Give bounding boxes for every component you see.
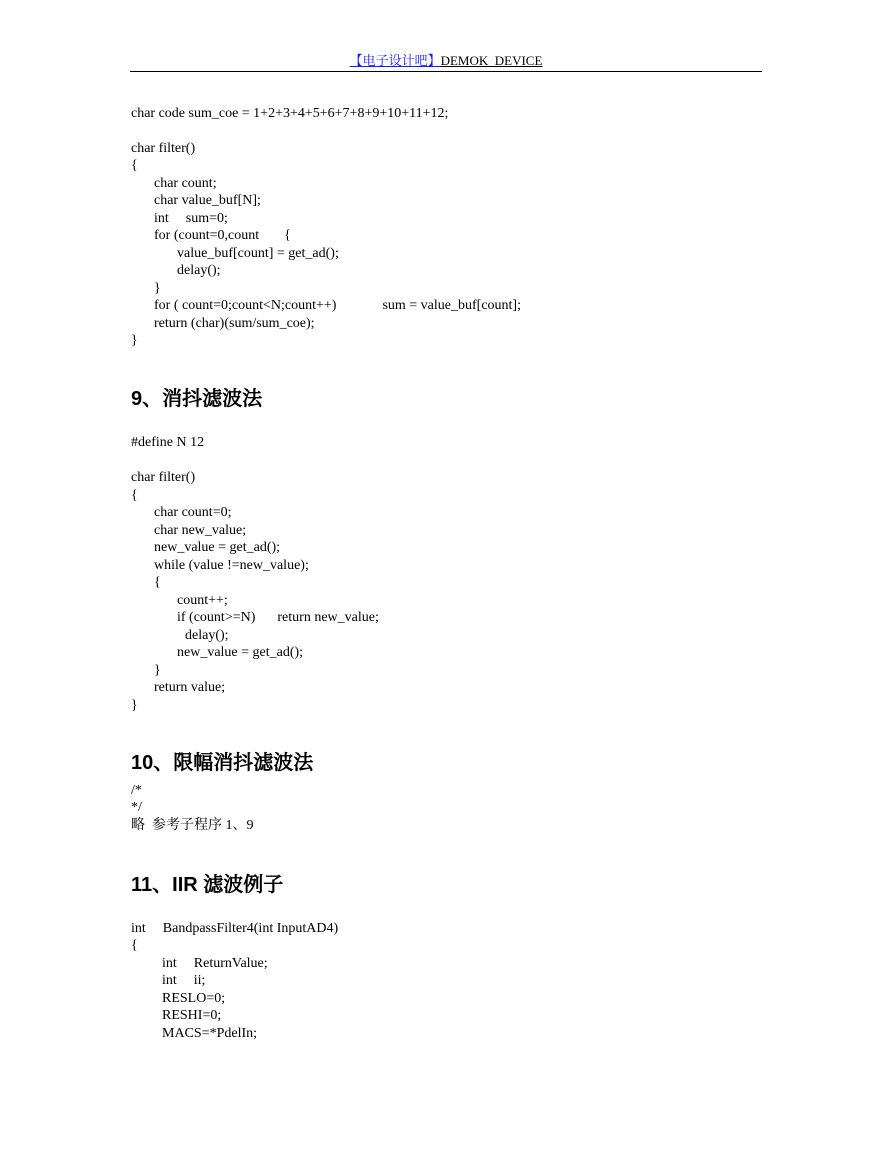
- code-line: new_value = get_ad();: [177, 645, 304, 660]
- code-line: /*: [131, 783, 142, 798]
- code-token: int: [131, 921, 146, 936]
- code-line: delay();: [185, 628, 229, 643]
- code-line: RESHI=0;: [162, 1008, 222, 1023]
- code-token: sum=0;: [185, 211, 228, 226]
- code-line: }: [154, 663, 161, 678]
- code-token: sum = value_buf[count];: [382, 298, 521, 313]
- code-token: return new_value;: [277, 610, 379, 625]
- code-line: while (value !=new_value);: [154, 558, 309, 573]
- code-line: new_value = get_ad();: [154, 540, 281, 555]
- code-line: delay();: [177, 263, 221, 278]
- code-line: return value;: [154, 680, 226, 695]
- code-token: ii;: [193, 973, 206, 988]
- section-heading: 9、消抖滤波法: [131, 388, 263, 410]
- code-line: }: [131, 333, 138, 348]
- header-title: DEMOK_DEVICE: [440, 53, 543, 68]
- section-heading: 11、IIR 滤波例子: [131, 874, 284, 896]
- page-header: [130, 52, 762, 70]
- code-line: char value_buf[N];: [154, 193, 261, 208]
- header-rule: [130, 71, 762, 72]
- code-line: char filter(): [131, 141, 196, 156]
- code-token: {: [284, 228, 291, 243]
- code-line: {: [154, 575, 161, 590]
- code-line: RESLO=0;: [162, 991, 226, 1006]
- header-link[interactable]: 【电子设计吧】: [349, 53, 441, 68]
- code-token: for ( count=0;count<N;count++): [154, 298, 337, 313]
- code-line: [131, 920, 338, 937]
- code-token: if (count>=N): [177, 610, 256, 625]
- code-line: }: [154, 281, 161, 296]
- code-token: BandpassFilter4(int InputAD4): [162, 921, 339, 936]
- code-line: return (char)(sum/sum_coe);: [154, 316, 315, 331]
- code-line: char count;: [154, 176, 217, 191]
- code-line: #define N 12: [131, 435, 205, 450]
- code-line: 略 参考子程序 1、9: [131, 818, 254, 833]
- code-line: char filter(): [131, 470, 196, 485]
- code-line: char new_value;: [154, 523, 247, 538]
- code-line: [177, 609, 379, 626]
- code-line: {: [131, 938, 138, 953]
- code-line: }: [131, 698, 138, 713]
- code-line: */: [131, 800, 142, 815]
- code-line: {: [131, 488, 138, 503]
- code-token: for (count=0,count: [154, 228, 260, 243]
- code-line: value_buf[count] = get_ad();: [177, 246, 339, 261]
- code-token: int: [154, 211, 169, 226]
- code-token: int: [162, 956, 177, 971]
- code-line: char code sum_coe = 1+2+3+4+5+6+7+8+9+10+11+12;: [131, 106, 449, 121]
- code-line: count++;: [177, 593, 228, 608]
- code-token: int: [162, 973, 177, 988]
- code-line: [154, 227, 291, 244]
- code-line: [162, 955, 268, 972]
- code-line: [154, 210, 228, 227]
- code-line: MACS=*PdelIn;: [162, 1026, 258, 1041]
- code-line: [162, 972, 205, 989]
- code-line: {: [131, 158, 138, 173]
- code-token: ReturnValue;: [193, 956, 268, 971]
- code-line: char count=0;: [154, 505, 232, 520]
- code-line: [154, 297, 521, 314]
- section-heading: 10、限幅消抖滤波法: [131, 752, 314, 774]
